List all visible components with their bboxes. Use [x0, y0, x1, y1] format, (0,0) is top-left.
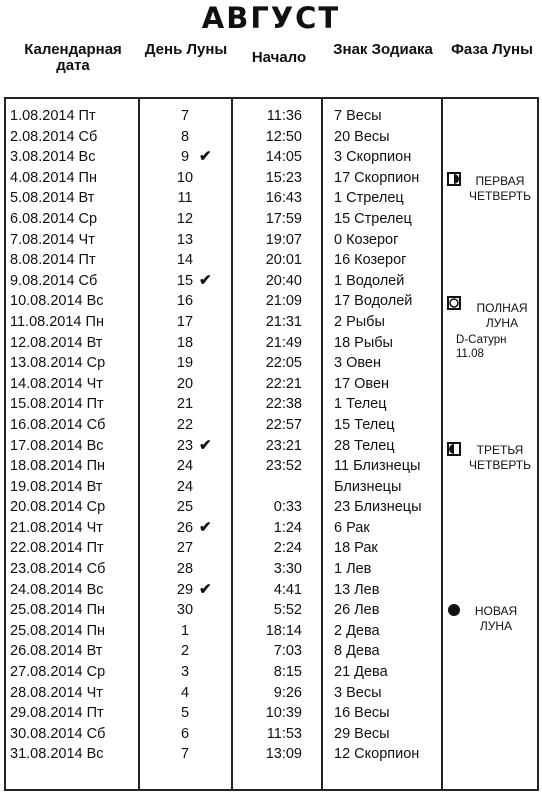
moon-day-cell: 28	[176, 561, 194, 578]
start-time-cell: 21:09	[265, 293, 302, 310]
table-row	[0, 662, 542, 683]
zodiac-sign-cell: Близнецы	[334, 478, 402, 495]
zodiac-sign-cell: 2 Рыбы	[334, 313, 385, 330]
moon-day-cell: 24	[176, 478, 194, 495]
moon-day-cell: 23	[176, 437, 194, 454]
date-cell: 30.08.2014 Сб	[10, 725, 106, 742]
phase-text: НОВАЯ	[474, 604, 518, 618]
table-row	[0, 394, 542, 415]
date-cell: 11.08.2014 Пн	[10, 313, 104, 330]
table-row	[0, 744, 542, 765]
date-cell: 31.08.2014 Вс	[10, 746, 104, 763]
first-quarter-label	[460, 174, 540, 204]
moon-day-cell: 25	[176, 499, 194, 516]
check-mark-icon: ✔	[199, 518, 212, 536]
moon-day-cell: 24	[176, 458, 194, 475]
header-start: Начало	[251, 49, 307, 66]
table-row	[0, 683, 542, 704]
table-row	[0, 641, 542, 662]
moon-day-cell: 29	[176, 581, 194, 598]
page-title: АВГУСТ	[201, 1, 341, 35]
date-cell: 23.08.2014 Сб	[10, 561, 106, 578]
first-quarter-moon-icon	[447, 172, 461, 191]
table-row	[0, 271, 542, 292]
date-cell: 5.08.2014 Вт	[10, 190, 95, 207]
zodiac-sign-cell: 29 Весы	[334, 725, 390, 742]
table-row	[0, 724, 542, 745]
moon-day-cell: 18	[176, 334, 194, 351]
zodiac-sign-cell: 1 Телец	[334, 396, 387, 413]
moon-day-cell: 15	[176, 272, 194, 289]
zodiac-sign-cell: 17 Овен	[334, 375, 390, 392]
phase-text: ТРЕТЬЯ	[476, 443, 524, 457]
start-time-cell: 21:49	[265, 334, 302, 351]
table-row	[0, 312, 542, 333]
start-time-cell: 23:21	[265, 437, 302, 454]
zodiac-sign-cell: 3 Весы	[334, 684, 382, 701]
header-date: Календарная дата	[24, 41, 122, 74]
moon-day-cell: 5	[180, 705, 190, 722]
moon-day-cell: 21	[176, 396, 194, 413]
table-row	[0, 127, 542, 148]
start-time-cell: 2:24	[273, 540, 302, 557]
moon-day-cell: 19	[176, 355, 194, 372]
header-phase: Фаза Луны	[451, 41, 533, 58]
table-row	[0, 497, 542, 518]
moon-day-cell: 2	[180, 643, 190, 660]
table-row	[0, 250, 542, 271]
table-row	[0, 559, 542, 580]
zodiac-sign-cell: 6 Рак	[334, 519, 370, 536]
zodiac-sign-cell: 15 Телец	[334, 416, 395, 433]
zodiac-sign-cell: 3 Скорпион	[334, 149, 412, 166]
zodiac-sign-cell: 0 Козерог	[334, 231, 399, 248]
date-cell: 3.08.2014 Вс	[10, 149, 96, 166]
date-cell: 2.08.2014 Сб	[10, 128, 98, 145]
table-row	[0, 580, 542, 601]
full-moon-label	[462, 301, 542, 331]
date-cell: 18.08.2014 Пн	[10, 458, 106, 475]
moon-day-cell: 14	[176, 252, 194, 269]
calendar-table	[0, 106, 542, 765]
start-time-cell: 4:41	[273, 581, 302, 598]
start-time-cell: 8:15	[273, 664, 302, 681]
zodiac-sign-cell: 26 Лев	[334, 602, 380, 619]
moon-day-cell: 7	[180, 746, 190, 763]
zodiac-sign-cell: 8 Дева	[334, 643, 380, 660]
date-cell: 1.08.2014 Пт	[10, 108, 96, 124]
table-row	[0, 518, 542, 539]
check-mark-icon: ✔	[199, 580, 212, 598]
date-cell: 19.08.2014 Вт	[10, 478, 103, 495]
start-time-cell: 21:31	[265, 313, 302, 330]
moon-day-cell: 10	[176, 169, 194, 186]
moon-day-cell: 1	[180, 622, 190, 639]
start-time-cell: 14:05	[265, 149, 302, 166]
moon-day-cell: 13	[176, 231, 194, 248]
zodiac-sign-cell: 23 Близнецы	[334, 499, 422, 516]
date-cell: 8.08.2014 Пт	[10, 252, 96, 269]
start-time-cell: 19:07	[265, 231, 302, 248]
zodiac-sign-cell: 1 Лев	[334, 561, 372, 578]
last-quarter-moon-icon	[447, 442, 461, 461]
table-row	[0, 703, 542, 724]
table-row	[0, 230, 542, 251]
saturn-note-text: D-Сатурн	[456, 334, 507, 346]
date-cell: 26.08.2014 Вт	[10, 643, 103, 660]
saturn-note-date: 11.08	[456, 348, 484, 360]
moon-day-cell: 6	[180, 725, 190, 742]
moon-day-cell: 7	[180, 108, 190, 124]
start-time-cell: 10:39	[265, 705, 302, 722]
date-cell: 29.08.2014 Пт	[10, 705, 104, 722]
start-time-cell: 0:33	[273, 499, 302, 516]
last-quarter-label	[460, 443, 540, 473]
date-cell: 14.08.2014 Чт	[10, 375, 103, 392]
start-time-cell: 9:26	[273, 684, 302, 701]
check-mark-icon: ✔	[199, 271, 212, 289]
date-cell: 7.08.2014 Чт	[10, 231, 95, 248]
date-cell: 24.08.2014 Вс	[10, 581, 104, 598]
date-cell: 25.08.2014 Пн	[10, 602, 106, 619]
moon-day-cell: 8	[180, 128, 190, 145]
table-row	[0, 538, 542, 559]
zodiac-sign-cell: 2 Дева	[334, 622, 380, 639]
date-cell: 16.08.2014 Сб	[10, 416, 106, 433]
zodiac-sign-cell: 11 Близнецы	[334, 458, 421, 475]
moon-day-cell: 16	[176, 293, 194, 310]
date-cell: 13.08.2014 Ср	[10, 355, 106, 372]
date-cell: 28.08.2014 Чт	[10, 684, 103, 701]
start-time-cell: 11:53	[266, 725, 302, 742]
date-cell: 21.08.2014 Чт	[10, 519, 103, 536]
phase-text: ПЕРВАЯ	[475, 174, 525, 188]
start-time-cell: 5:52	[273, 602, 302, 619]
start-time-cell: 15:23	[265, 169, 302, 186]
moon-day-cell: 30	[176, 602, 194, 619]
zodiac-sign-cell: 1 Водолей	[334, 272, 405, 289]
table-row	[0, 147, 542, 168]
moon-day-cell: 9	[180, 149, 190, 166]
date-cell: 22.08.2014 Пт	[10, 540, 104, 557]
moon-day-cell: 4	[180, 684, 190, 701]
start-time-cell: 16:43	[265, 190, 302, 207]
moon-day-cell: 26	[176, 519, 194, 536]
table-row	[0, 106, 542, 127]
start-time-cell: 22:57	[265, 416, 302, 433]
start-time-cell: 1:24	[273, 519, 302, 536]
zodiac-sign-cell: 7 Весы	[334, 108, 382, 124]
start-time-cell: 17:59	[265, 210, 302, 227]
zodiac-sign-cell: 15 Стрелец	[334, 210, 412, 227]
new-moon-label	[458, 604, 534, 634]
zodiac-sign-cell: 17 Водолей	[334, 293, 413, 310]
moon-day-cell: 17	[176, 313, 194, 330]
table-row	[0, 209, 542, 230]
table-row	[0, 374, 542, 395]
date-cell: 12.08.2014 Вт	[10, 334, 103, 351]
moon-day-cell: 12	[176, 210, 194, 227]
phase-text: ЧЕТВЕРТЬ	[468, 458, 531, 472]
header-day: День Луны	[144, 41, 228, 58]
date-cell: 6.08.2014 Ср	[10, 210, 98, 227]
date-cell: 25.08.2014 Пн	[10, 622, 106, 639]
header-sign: Знак Зодиака	[333, 41, 433, 58]
date-cell: 9.08.2014 Сб	[10, 272, 98, 289]
check-mark-icon: ✔	[199, 436, 212, 454]
full-moon-icon	[447, 296, 461, 315]
start-time-cell: 22:05	[265, 355, 302, 372]
start-time-cell: 23:52	[265, 458, 302, 475]
zodiac-sign-cell: 21 Дева	[334, 664, 388, 681]
moon-day-cell: 22	[176, 416, 194, 433]
start-time-cell: 20:01	[265, 252, 302, 269]
date-cell: 20.08.2014 Ср	[10, 499, 106, 516]
zodiac-sign-cell: 16 Козерог	[334, 252, 407, 269]
zodiac-sign-cell: 17 Скорпион	[334, 169, 420, 186]
start-time-cell: 3:30	[273, 561, 302, 578]
start-time-cell: 12:50	[265, 128, 302, 145]
phase-text: ЛУНА	[479, 619, 513, 633]
start-time-cell: 13:09	[265, 746, 302, 763]
date-cell: 17.08.2014 Вс	[10, 437, 104, 454]
date-cell: 15.08.2014 Пт	[10, 396, 104, 413]
start-time-cell: 22:21	[265, 375, 302, 392]
table-row	[0, 415, 542, 436]
phase-text: ПОЛНАЯ	[476, 301, 528, 315]
zodiac-sign-cell: 13 Лев	[334, 581, 380, 598]
start-time-cell: 7:03	[273, 643, 302, 660]
phase-text: ЧЕТВЕРТЬ	[468, 189, 531, 203]
zodiac-sign-cell: 20 Весы	[334, 128, 390, 145]
table-row	[0, 477, 542, 498]
start-time-cell: 20:40	[265, 272, 302, 289]
moon-day-cell: 20	[176, 375, 194, 392]
zodiac-sign-cell: 12 Скорпион	[334, 746, 420, 763]
date-cell: 27.08.2014 Ср	[10, 664, 106, 681]
date-cell: 4.08.2014 Пн	[10, 169, 97, 186]
start-time-cell: 18:14	[265, 622, 302, 639]
zodiac-sign-cell: 1 Стрелец	[334, 190, 404, 207]
date-cell: 10.08.2014 Вс	[10, 293, 104, 310]
zodiac-sign-cell: 18 Рак	[334, 540, 378, 557]
zodiac-sign-cell: 18 Рыбы	[334, 334, 393, 351]
start-time-cell: 22:38	[265, 396, 302, 413]
moon-day-cell: 11	[177, 190, 193, 207]
zodiac-sign-cell: 16 Весы	[334, 705, 390, 722]
check-mark-icon: ✔	[199, 148, 212, 166]
moon-day-cell: 3	[180, 664, 190, 681]
phase-text: ЛУНА	[485, 316, 519, 330]
moon-day-cell: 27	[176, 540, 194, 557]
start-time-cell: 11:36	[266, 108, 302, 124]
zodiac-sign-cell: 3 Овен	[334, 355, 381, 372]
saturn-note	[456, 333, 506, 361]
zodiac-sign-cell: 28 Телец	[334, 437, 395, 454]
